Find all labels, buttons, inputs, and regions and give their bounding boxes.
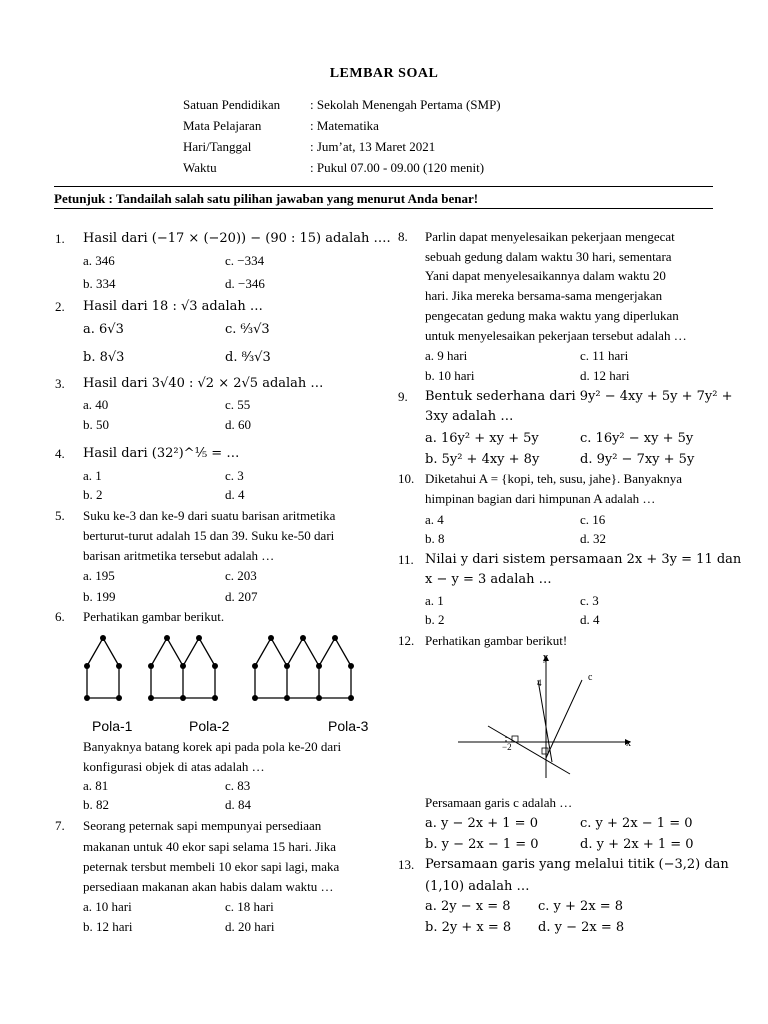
question-text: sebuah gedung dalam waktu 30 hari, sementara <box>425 249 672 264</box>
question-text: persediaan makanan akan habis dalam waktu … <box>83 879 334 894</box>
option[interactable]: b. 334 <box>83 276 116 291</box>
header-value-date: : Jum’at, 13 Maret 2021 <box>310 139 436 154</box>
option[interactable]: d. 32 <box>580 531 606 546</box>
graph-label-four: 4 <box>537 678 542 688</box>
header-value-school: : Sekolah Menengah Pertama (SMP) <box>310 97 501 112</box>
option[interactable]: b. 2 <box>83 487 103 502</box>
question-text: 3xy adalah … <box>425 409 514 424</box>
question-text: x − y = 3 adalah … <box>425 572 552 587</box>
question-text: konfigurasi objek di atas adalah … <box>83 759 265 774</box>
question-number: 13. <box>398 857 415 872</box>
question-number: 6. <box>55 609 65 624</box>
question-number: 7. <box>55 818 65 833</box>
question-text: Nilai y dari sistem persamaan 2x + 3y = 11 dan <box>425 552 742 567</box>
option[interactable]: b. 199 <box>83 589 116 604</box>
option[interactable]: c. ⁶⁄₃√3 <box>225 322 270 337</box>
question-number: 10. <box>398 471 415 486</box>
question-text: Yani dapat menyelesaikannya dalam waktu 20 <box>425 268 666 283</box>
figure-label-pola-1: Pola-1 <box>92 718 133 734</box>
option[interactable]: a. 195 <box>83 568 115 583</box>
option[interactable]: b. 2y + x = 8 <box>425 920 512 935</box>
option[interactable]: b. 50 <box>83 417 109 432</box>
option[interactable]: a. 9 hari <box>425 348 468 363</box>
question-number: 12. <box>398 633 415 648</box>
question-text: peternak tersbut membeli 10 ekor sapi lagi, maka <box>83 859 340 874</box>
question-number: 9. <box>398 389 408 404</box>
option[interactable]: a. 2y − x = 8 <box>425 899 511 914</box>
header-label-date: Hari/Tanggal <box>183 139 252 154</box>
question-text: Hasil dari (−17 × (−20)) − (90 : 15) adalah …. <box>83 231 391 246</box>
option[interactable]: d. 4 <box>580 612 600 627</box>
option[interactable]: b. 12 hari <box>83 919 133 934</box>
page-title: LEMBAR SOAL <box>329 66 439 81</box>
question-text: barisan aritmetika tersebut adalah … <box>83 548 275 563</box>
option[interactable]: a. 346 <box>83 253 115 268</box>
graph-label-y: y <box>543 652 548 663</box>
question-number: 3. <box>55 376 65 391</box>
option[interactable]: a. 6√3 <box>83 322 124 337</box>
option[interactable]: d. y − 2x = 8 <box>538 920 625 935</box>
header-value-time: : Pukul 07.00 - 09.00 (120 menit) <box>310 160 485 175</box>
option[interactable]: d. ⁸⁄₃√3 <box>225 350 271 365</box>
question-text: untuk menyelesaikan pekerjaan tersebut adalah … <box>425 328 687 343</box>
option[interactable]: a. 1 <box>425 593 444 608</box>
question-text: Persamaan garis c adalah … <box>425 795 573 810</box>
option[interactable]: d. 20 hari <box>225 919 275 934</box>
option[interactable]: b. 82 <box>83 797 109 812</box>
option[interactable]: b. y − 2x − 1 = 0 <box>425 837 539 852</box>
option[interactable]: b. 5y² + 4xy + 8y <box>425 452 540 467</box>
header-value-subject: : Matematika <box>310 118 379 133</box>
question-text: Diketahui A = {kopi, teh, susu, jahe}. Banyaknya <box>425 471 683 486</box>
option[interactable]: b. 8√3 <box>83 350 125 365</box>
question-text: Hasil dari 3√40 : √2 × 2√5 adalah … <box>83 376 324 391</box>
question-number: 2. <box>55 299 65 314</box>
option[interactable]: c. 18 hari <box>225 899 274 914</box>
question-text: hari. Jika mereka bersama-sama mengerjakan <box>425 288 663 303</box>
option[interactable]: d. −346 <box>225 276 265 291</box>
option[interactable]: a. 4 <box>425 512 444 527</box>
option[interactable]: c. 3 <box>225 468 244 483</box>
question-text: (1,10) adalah … <box>425 879 530 894</box>
divider-top <box>54 186 713 187</box>
graph-label-x: x <box>626 738 631 749</box>
option[interactable]: c. 3 <box>580 593 599 608</box>
option[interactable]: c. −334 <box>225 253 265 268</box>
header-label-time: Waktu <box>183 160 217 175</box>
question-text: Persamaan garis yang melalui titik (−3,2) dan <box>425 857 729 872</box>
option[interactable]: b. 2 <box>425 612 445 627</box>
option[interactable]: d. 84 <box>225 797 251 812</box>
question-text: makanan untuk 40 ekor sapi selama 15 hari. Jika <box>83 839 337 854</box>
option[interactable]: c. 83 <box>225 778 251 793</box>
line-graph-figure <box>452 650 642 780</box>
option[interactable]: a. 40 <box>83 397 109 412</box>
option[interactable]: a. y − 2x + 1 = 0 <box>425 816 538 831</box>
divider-bottom <box>54 208 713 209</box>
option[interactable]: a. 16y² + xy + 5y <box>425 431 539 446</box>
option[interactable]: c. y + 2x − 1 = 0 <box>580 816 693 831</box>
question-text: Seorang peternak sapi mempunyai persediaan <box>83 818 322 833</box>
question-text: Parlin dapat menyelesaikan pekerjaan mengecat <box>425 229 675 244</box>
question-number: 8. <box>398 229 408 244</box>
question-text: Perhatikan gambar berikut! <box>425 633 568 648</box>
question-text: Perhatikan gambar berikut. <box>83 609 225 624</box>
instructions: Petunjuk : Tandailah salah satu pilihan jawaban yang menurut Anda benar! <box>54 191 479 206</box>
question-text: Suku ke-3 dan ke-9 dari suatu barisan aritmetika <box>83 508 336 523</box>
question-text: Hasil dari 18 : √3 adalah … <box>83 299 263 314</box>
option[interactable]: d. 60 <box>225 417 251 432</box>
option[interactable]: c. 203 <box>225 568 257 583</box>
option[interactable]: c. 55 <box>225 397 251 412</box>
option[interactable]: a. 1 <box>83 468 102 483</box>
question-number: 5. <box>55 508 65 523</box>
question-text: himpinan bagian dari himpunan A adalah … <box>425 491 656 506</box>
question-text: pengecatan gedung maka waktu yang diperlukan <box>425 308 679 323</box>
option[interactable]: d. 4 <box>225 487 245 502</box>
option[interactable]: d. y + 2x + 1 = 0 <box>580 837 694 852</box>
figure-label-pola-2: Pola-2 <box>189 718 230 734</box>
question-number: 1. <box>55 231 65 246</box>
graph-label-neg-two: −2 <box>502 742 512 752</box>
option[interactable]: a. 10 hari <box>83 899 132 914</box>
option[interactable]: c. 11 hari <box>580 348 629 363</box>
option[interactable]: b. 10 hari <box>425 368 475 383</box>
question-text: Banyaknya batang korek api pada pola ke-20 dari <box>83 739 342 754</box>
option[interactable]: b. 8 <box>425 531 445 546</box>
graph-label-c: c <box>588 672 593 683</box>
option[interactable]: d. 207 <box>225 589 258 604</box>
question-text: Bentuk sederhana dari 9y² − 4xy + 5y + 7y² + <box>425 389 733 404</box>
question-text: berturut-turut adalah 15 dan 39. Suku ke-50 dari <box>83 528 335 543</box>
question-number: 11. <box>398 552 414 567</box>
option[interactable]: d. 9y² − 7xy + 5y <box>580 452 695 467</box>
matchstick-pattern-figure <box>80 630 380 734</box>
header-label-school: Satuan Pendidikan <box>183 97 281 112</box>
question-text: Hasil dari (32²)^⅕ = … <box>83 446 240 461</box>
header-label-subject: Mata Pelajaran <box>183 118 262 133</box>
question-number: 4. <box>55 446 65 461</box>
option[interactable]: a. 81 <box>83 778 109 793</box>
option[interactable]: c. y + 2x = 8 <box>538 899 624 914</box>
option[interactable]: c. 16 <box>580 512 606 527</box>
option[interactable]: c. 16y² − xy + 5y <box>580 431 694 446</box>
option[interactable]: d. 12 hari <box>580 368 630 383</box>
figure-label-pola-3: Pola-3 <box>328 718 369 734</box>
